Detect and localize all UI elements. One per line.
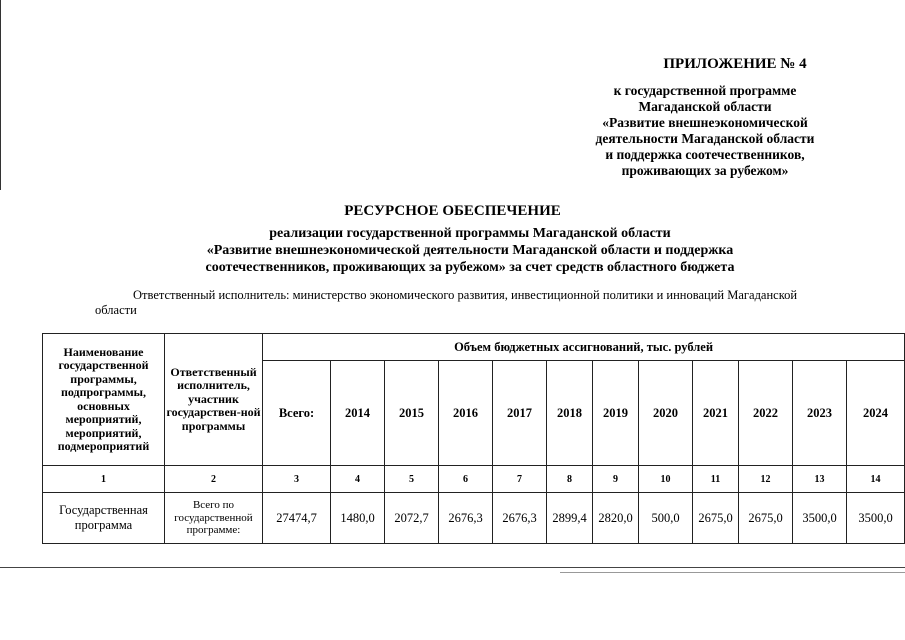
subtitle-line: соотечественников, проживающих за рубежом» за счет средств областного бюджета bbox=[205, 260, 735, 275]
header-year: 2015 bbox=[385, 361, 439, 466]
row-value: 2675,0 bbox=[693, 493, 739, 544]
header-executor: Ответственный исполнитель, участник государствен-ной программы bbox=[165, 334, 263, 466]
column-number: 9 bbox=[593, 466, 639, 493]
row-value: 2899,4 bbox=[547, 493, 593, 544]
responsible-line: области bbox=[95, 303, 137, 317]
header-year: 2022 bbox=[739, 361, 793, 466]
appendix-line: проживающих за рубежом» bbox=[621, 163, 789, 178]
column-number: 5 bbox=[385, 466, 439, 493]
left-margin-line bbox=[0, 0, 1, 190]
column-number: 1 bbox=[43, 466, 165, 493]
column-number-row bbox=[43, 466, 905, 493]
responsible-executor bbox=[95, 288, 845, 318]
column-number: 10 bbox=[639, 466, 693, 493]
row-value: 27474,7 bbox=[263, 493, 331, 544]
row-value: 3500,0 bbox=[847, 493, 905, 544]
subtitle-line: реализации государственной программы Магаданской области bbox=[269, 226, 671, 241]
row-value: 2676,3 bbox=[439, 493, 493, 544]
row-value: 3500,0 bbox=[793, 493, 847, 544]
column-number: 11 bbox=[693, 466, 739, 493]
column-number: 12 bbox=[739, 466, 793, 493]
responsible-line: Ответственный исполнитель: министерство экономического развития, инвестиционной политики и инноваций Магаданской bbox=[133, 288, 798, 302]
column-number: 13 bbox=[793, 466, 847, 493]
header-name: Наименование государственной программы, подпрограммы, основных мероприятий, мероприятий, подмероприятий bbox=[43, 334, 165, 466]
appendix-header bbox=[560, 56, 850, 179]
row-name: Государственная программа bbox=[43, 493, 165, 544]
header-year: 2019 bbox=[593, 361, 639, 466]
column-number: 6 bbox=[439, 466, 493, 493]
document-subtitle bbox=[140, 225, 800, 276]
column-number: 2 bbox=[165, 466, 263, 493]
budget-table bbox=[42, 333, 905, 544]
row-value: 500,0 bbox=[639, 493, 693, 544]
appendix-line: Магаданской области bbox=[638, 99, 772, 114]
appendix-line: «Развитие внешнеэкономической bbox=[602, 115, 808, 130]
column-number: 7 bbox=[493, 466, 547, 493]
header-year: Всего: bbox=[263, 361, 331, 466]
header-year: 2018 bbox=[547, 361, 593, 466]
header-year: 2014 bbox=[331, 361, 385, 466]
header-year: 2024 bbox=[847, 361, 905, 466]
column-number: 4 bbox=[331, 466, 385, 493]
appendix-line: и поддержка соотечественников, bbox=[605, 147, 805, 162]
appendix-number: ПРИЛОЖЕНИЕ № 4 bbox=[663, 56, 807, 72]
header-year: 2016 bbox=[439, 361, 493, 466]
row-value: 2675,0 bbox=[739, 493, 793, 544]
page-divider bbox=[0, 567, 905, 568]
header-year: 2023 bbox=[793, 361, 847, 466]
header-year: 2021 bbox=[693, 361, 739, 466]
header-year: 2020 bbox=[639, 361, 693, 466]
row-value: 2072,7 bbox=[385, 493, 439, 544]
subtitle-line: «Развитие внешнеэкономической деятельности Магаданской области и поддержка bbox=[206, 243, 734, 258]
row-value: 1480,0 bbox=[331, 493, 385, 544]
appendix-line: к государственной программе bbox=[613, 83, 797, 98]
header-year: 2017 bbox=[493, 361, 547, 466]
table-row bbox=[43, 493, 905, 544]
row-executor: Всего по государственной программе: bbox=[165, 493, 263, 544]
page-divider bbox=[560, 572, 905, 573]
column-number: 8 bbox=[547, 466, 593, 493]
appendix-lines bbox=[560, 83, 850, 179]
header-budget-group: Объем бюджетных ассигнований, тыс. рублей bbox=[263, 334, 905, 361]
appendix-line: деятельности Магаданской области bbox=[595, 131, 815, 146]
table-header-row bbox=[43, 334, 905, 361]
column-number: 14 bbox=[847, 466, 905, 493]
document-title: РЕСУРСНОЕ ОБЕСПЕЧЕНИЕ bbox=[344, 203, 561, 219]
row-value: 2676,3 bbox=[493, 493, 547, 544]
row-value: 2820,0 bbox=[593, 493, 639, 544]
column-number: 3 bbox=[263, 466, 331, 493]
